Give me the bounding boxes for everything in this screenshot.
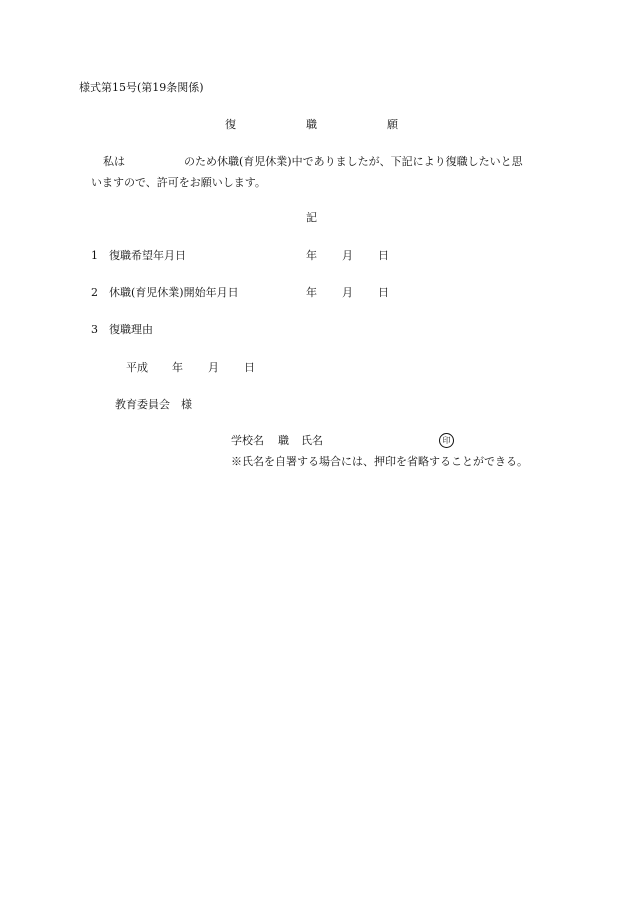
date-era: 平成 bbox=[126, 361, 148, 374]
date-day-label: 日 bbox=[244, 361, 255, 374]
item-1-month-label: 月 bbox=[342, 249, 353, 262]
signature-school-label: 学校名 bbox=[231, 434, 264, 447]
form-number: 様式第15号(第19条関係) bbox=[79, 81, 204, 94]
item-1-year-label: 年 bbox=[306, 249, 317, 262]
body-text-line1-rest: のため休職(育児休業)中でありましたが、下記により復職したいと思 bbox=[184, 155, 523, 168]
item-label-return-reason: 復職理由 bbox=[109, 323, 153, 336]
ki-heading: 記 bbox=[306, 211, 317, 224]
body-text-line2: いますので、許可をお願いします。 bbox=[91, 176, 266, 189]
signature-name-label: 氏名 bbox=[301, 434, 323, 447]
item-2-day-label: 日 bbox=[378, 286, 389, 299]
title-char-fuku: 復 bbox=[225, 118, 236, 131]
seal-icon: 印 bbox=[439, 433, 454, 448]
date-year-label: 年 bbox=[172, 361, 183, 374]
item-label-return-date: 復職希望年月日 bbox=[109, 249, 186, 262]
title-char-negai: 願 bbox=[387, 118, 398, 131]
signature-post-label: 職 bbox=[278, 434, 289, 447]
date-month-label: 月 bbox=[208, 361, 219, 374]
item-1-day-label: 日 bbox=[378, 249, 389, 262]
addressee: 教育委員会 様 bbox=[115, 398, 192, 411]
item-label-leave-start-date: 休職(育児休業)開始年月日 bbox=[109, 286, 239, 299]
item-number-2: 2 bbox=[91, 286, 98, 299]
title-char-shoku: 職 bbox=[306, 118, 317, 131]
signature-note: ※氏名を自署する場合には、押印を省略することができる。 bbox=[231, 455, 528, 468]
item-2-month-label: 月 bbox=[342, 286, 353, 299]
item-2-year-label: 年 bbox=[306, 286, 317, 299]
item-number-1: 1 bbox=[91, 249, 98, 262]
body-text-line1-start: 私は bbox=[103, 155, 125, 168]
item-number-3: 3 bbox=[91, 323, 98, 336]
